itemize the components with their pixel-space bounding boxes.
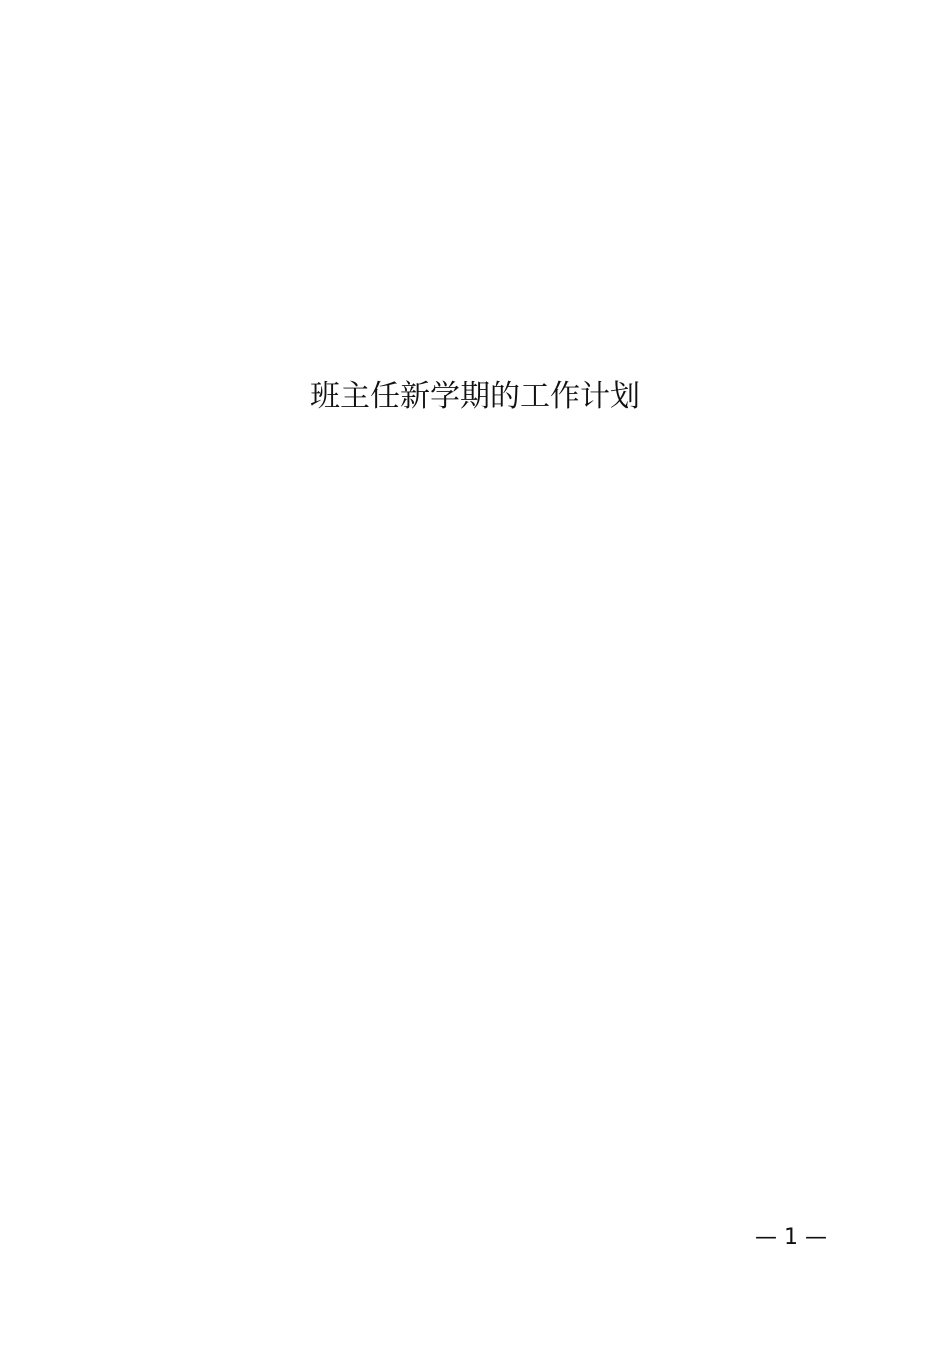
page-number: — 1 — [755, 1225, 827, 1250]
document-title: 班主任新学期的工作计划 [310, 379, 640, 414]
